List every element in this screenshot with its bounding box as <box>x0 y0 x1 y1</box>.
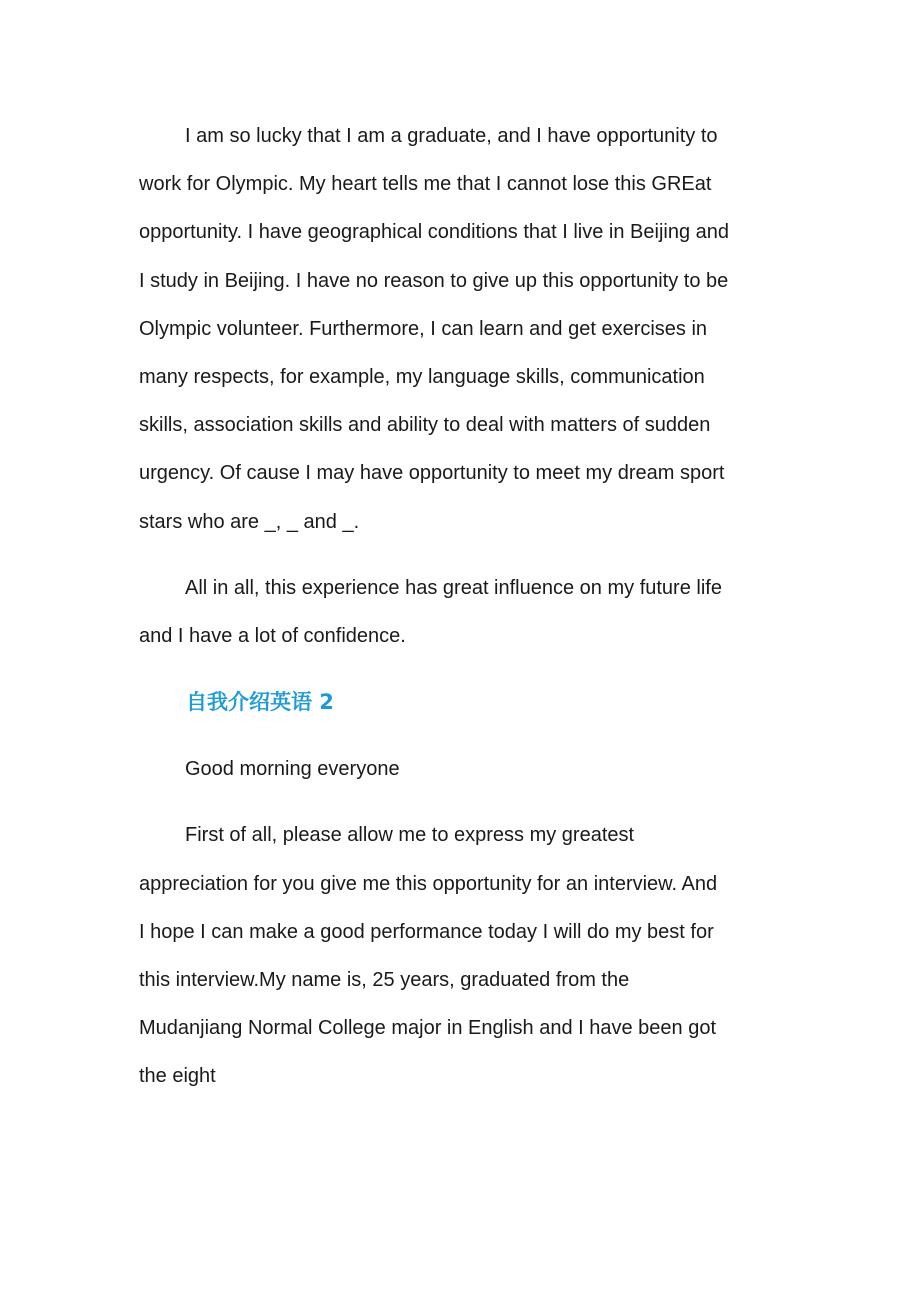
paragraph-spacer <box>139 546 779 564</box>
paragraph-line: I hope I can make a good performance today I will do my best for <box>139 920 714 943</box>
paragraph-olympic-volunteer <box>139 112 779 546</box>
paragraph-spacer <box>139 727 779 745</box>
document-body <box>139 112 779 1101</box>
paragraph-line: this interview.My name is, 25 years, graduated from the <box>139 969 630 992</box>
paragraph-line: the eight <box>139 1065 216 1088</box>
paragraph-line: work for Olympic. My heart tells me that I cannot lose this GREat <box>139 173 712 196</box>
paragraph-line: skills, association skills and ability to deal with matters of sudden <box>139 414 711 437</box>
paragraph-line: First of all, please allow me to express my greatest <box>185 824 635 847</box>
paragraph-line: Mudanjiang Normal College major in English and I have been got <box>139 1017 717 1040</box>
paragraph-line: appreciation for you give me this opportunity for an interview. And <box>139 872 718 895</box>
paragraph-line: opportunity. I have geographical conditions that I live in Beijing and <box>139 221 730 244</box>
paragraph-line: stars who are _, _ and _. <box>139 510 360 533</box>
paragraph-line: Olympic volunteer. Furthermore, I can learn and get exercises in <box>139 317 708 340</box>
paragraph-line: many respects, for example, my language skills, communication <box>139 366 705 389</box>
paragraph-line: I study in Beijing. I have no reason to give up this opportunity to be <box>139 269 729 292</box>
paragraph-introduction <box>139 811 779 1100</box>
section-heading-text: 自我介绍英语 2 <box>186 690 334 715</box>
paragraph-spacer <box>139 793 779 811</box>
paragraph-line: I am so lucky that I am a graduate, and I have opportunity to <box>185 125 718 147</box>
paragraph-line: All in all, this experience has great influence on my future life <box>185 576 722 599</box>
paragraph-conclusion <box>139 564 779 660</box>
paragraph-spacer <box>139 660 779 678</box>
paragraph-line: and I have a lot of confidence. <box>139 625 406 648</box>
section-heading <box>139 678 779 727</box>
greeting-line: Good morning everyone <box>185 758 400 781</box>
paragraph-line: urgency. Of cause I may have opportunity to meet my dream sport <box>139 462 725 485</box>
